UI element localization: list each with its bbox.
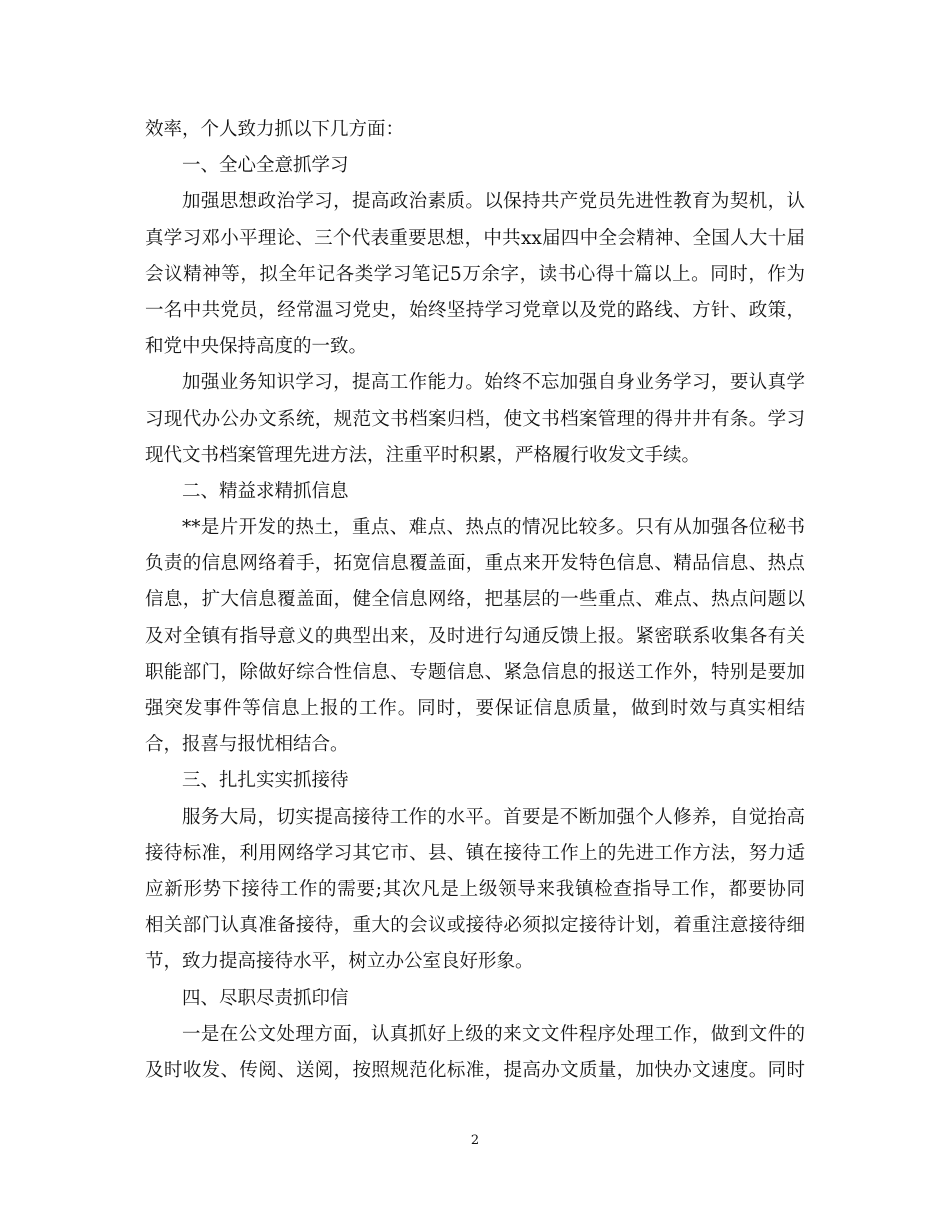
page-number: 2 — [470, 1133, 480, 1148]
section-heading: 四、尽职尽责抓印信 — [182, 987, 349, 1009]
section-heading: 三、扎扎实实抓接待 — [182, 770, 349, 792]
paragraph-line: 一名中共党员，经常温习党史，始终坚持学习党章以及党的路线、方针、政策， — [145, 299, 805, 321]
paragraph-line: 信息，扩大信息覆盖面，健全信息网络，把基层的一些重点、难点、热点问题以 — [145, 589, 805, 611]
document-body — [145, 112, 805, 1089]
paragraph-line: 接待标准，利用网络学习其它市、县、镇在接待工作上的先进工作方法，努力适 — [145, 842, 805, 864]
paragraph-line: 会议精神等，拟全年记各类学习笔记5万余字，读书心得十篇以上。同时，作为 — [145, 263, 805, 285]
paragraph-line: 节，致力提高接待水平，树立办公室良好形象。 — [145, 951, 534, 973]
section-heading: 二、精益求精抓信息 — [182, 480, 349, 502]
paragraph-line: 及时收发、传阅、送阅，按照规范化标准，提高办文质量，加快办文速度。同时 — [145, 1059, 805, 1081]
paragraph-line: 加强业务知识学习，提高工作能力。始终不忘加强自身业务学习，要认真学 — [182, 372, 805, 394]
paragraph-line: 合，报喜与报忧相结合。 — [145, 734, 349, 756]
section-heading: 一、全心全意抓学习 — [182, 155, 349, 177]
paragraph-line: 应新形势下接待工作的需要;其次凡是上级领导来我镇检查指导工作，都要协同 — [145, 878, 805, 900]
paragraph-line: **是片开发的热土，重点、难点、热点的情况比较多。只有从加强各位秘书 — [182, 517, 805, 539]
paragraph-line: 现代文书档案管理先进方法，注重平时积累，严格履行收发文手续。 — [145, 444, 701, 466]
paragraph-line: 和党中央保持高度的一致。 — [145, 336, 368, 358]
paragraph-line: 习现代办公办文系统，规范文书档案归档，使文书档案管理的得井井有条。学习 — [145, 408, 805, 430]
paragraph-line: 加强思想政治学习，提高政治素质。以保持共产党员先进性教育为契机，认 — [182, 191, 805, 213]
paragraph-line: 一是在公文处理方面，认真抓好上级的来文文件程序处理工作，做到文件的 — [182, 1023, 805, 1045]
paragraph-line: 效率，个人致力抓以下几方面： — [145, 119, 405, 140]
paragraph-line: 服务大局，切实提高接待工作的水平。首要是不断加强个人修养，自觉抬高 — [182, 806, 805, 828]
paragraph-line: 相关部门认真准备接待，重大的会议或接待必须拟定接待计划，着重注意接待细 — [145, 915, 805, 937]
paragraph-line: 及对全镇有指导意义的典型出来，及时进行勾通反馈上报。紧密联系收集各有关 — [145, 625, 805, 647]
paragraph-line: 强突发事件等信息上报的工作。同时，要保证信息质量，做到时效与真实相结 — [145, 698, 805, 719]
paragraph-line: 负责的信息网络着手，拓宽信息覆盖面，重点来开发特色信息、精品信息、热点 — [145, 553, 805, 575]
paragraph-line: 真学习邓小平理论、三个代表重要思想，中共xx届四中全会精神、全国人大十届 — [145, 227, 805, 249]
paragraph-line: 职能部门，除做好综合性信息、专题信息、紧急信息的报送工作外，特别是要加 — [145, 661, 805, 683]
